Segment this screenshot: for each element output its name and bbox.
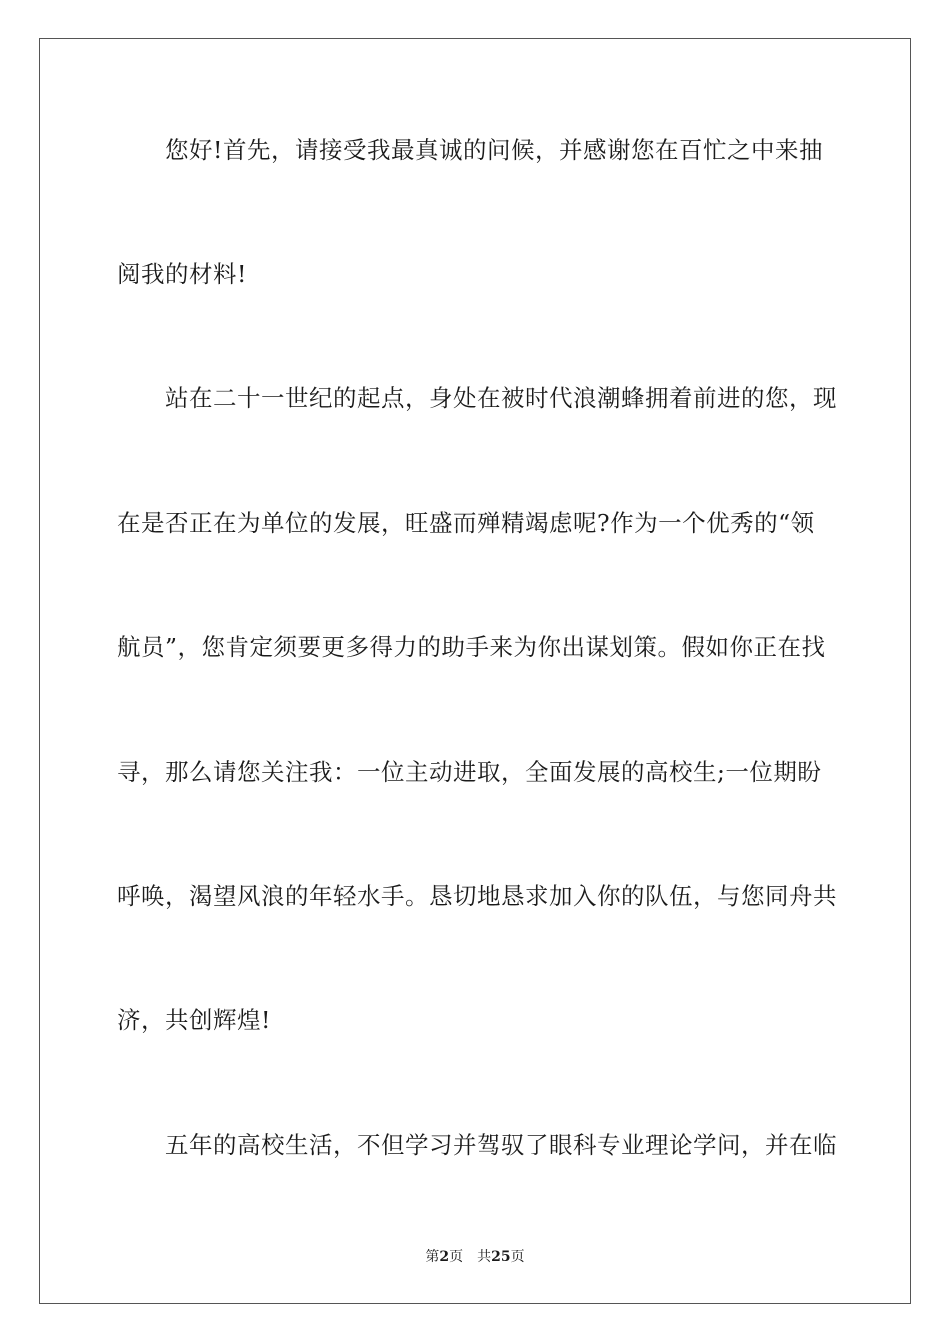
paragraph-line: 站在二十一世纪的起点，身处在被时代浪潮蜂拥着前进的您，现 <box>165 384 837 412</box>
paragraph-line: 您好!首先，请接受我最真诚的问候，并感谢您在百忙之中来抽 <box>165 136 823 164</box>
paragraph-line: 阅我的材料! <box>117 260 247 288</box>
paragraph-line: 呼唤，渴望风浪的年轻水手。恳切地恳求加入你的队伍，与您同舟共 <box>117 882 837 910</box>
paragraph-line: 济，共创辉煌! <box>117 1006 271 1034</box>
total-suffix: 页 <box>510 1249 525 1265</box>
paragraph-line: 五年的高校生活，不但学习并驾驭了眼科专业理论学问，并在临 <box>165 1131 837 1159</box>
paragraph-line: 在是否正在为单位的发展，旺盛而殚精竭虑呢?作为一个优秀的“领 <box>117 509 815 537</box>
page-footer <box>0 1248 950 1266</box>
page-number: 2 <box>439 1249 450 1265</box>
paragraph-line: 寻，那么请您关注我：一位主动进取，全面发展的高校生;一位期盼 <box>117 758 822 786</box>
paragraph-line: 航员”，您肯定须要更多得力的助手来为你出谋划策。假如你正在找 <box>117 633 826 661</box>
page-border <box>39 38 911 1304</box>
page-suffix: 页 <box>449 1249 464 1265</box>
total-pages: 25 <box>491 1249 511 1265</box>
total-prefix: 共 <box>477 1249 492 1265</box>
page-prefix: 第 <box>425 1249 440 1265</box>
